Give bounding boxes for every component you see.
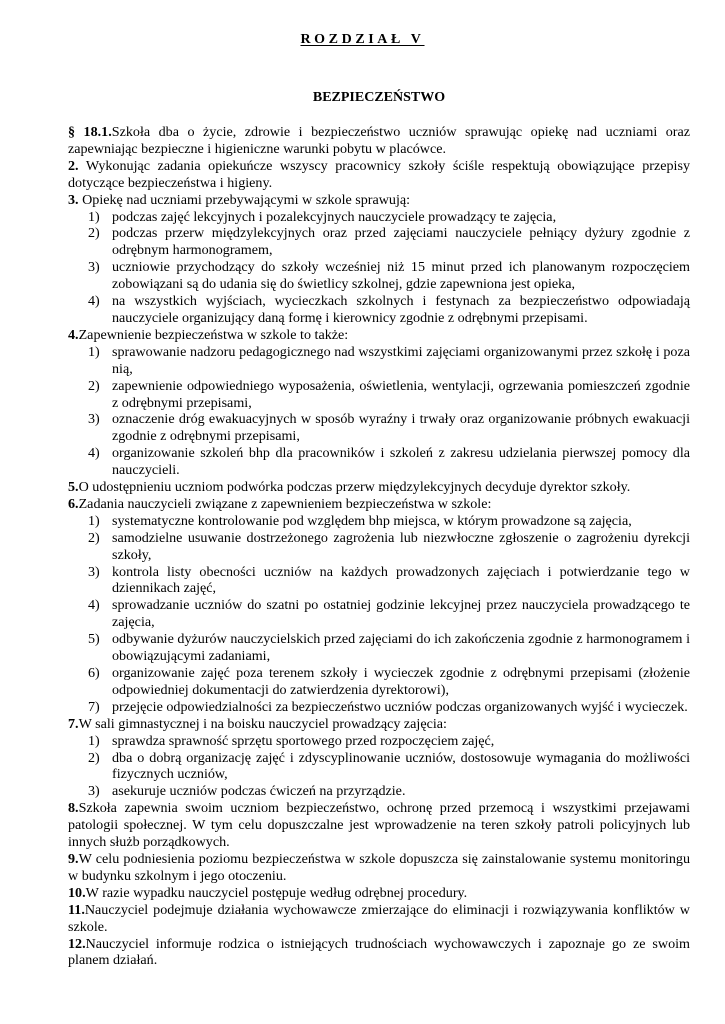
list-item-marker: 3) [88,563,100,580]
section-title: BEZPIECZEŃSTWO [312,90,446,105]
list-item-marker: 5) [88,631,100,648]
list-item-marker: 7) [88,698,100,715]
list-item [68,530,690,564]
list-item [68,631,690,665]
list-item-marker: 1) [88,512,100,529]
list-item-text: samodzielne usuwanie dostrzeżonego zagrożenia lub niezwłoczne zgłoszenie o zagrożeniu dyrekcji szkoły, [112,529,690,563]
paragraph-number: 2. [68,157,79,174]
list-item [68,564,690,598]
paragraph-text: Opiekę nad uczniami przebywającymi w szkole sprawują: [78,191,411,208]
paragraph [68,851,690,885]
list-item [68,225,690,259]
list-item-text: asekuruje uczniów podczas ćwiczeń na przyrządzie. [112,783,406,800]
numbered-list [68,344,690,479]
list-item [68,665,690,699]
list-item-text: kontrola listy obecności uczniów na każdych prowadzonych zajęciach i potwierdzanie tego w dziennikach zajęć, [112,563,690,597]
list-item [68,344,690,378]
paragraph-number: 5. [68,479,79,496]
list-item [68,445,690,479]
paragraph-number: 12. [68,935,86,952]
list-item-marker: 3) [88,783,100,800]
paragraph [68,327,690,344]
paragraph-text: W sali gimnastycznej i na boisku nauczyciel prowadzący zajęcia: [78,715,447,732]
paragraph-text: Szkoła zapewnia swoim uczniom bezpieczeństwo, ochronę przed przemocą i wszystkimi przejawami patologii społecznej. W tym celu dopuszczalne jest wprowadzenie na teren szkoły patroli policyjnych lub innych służb porządkowych. [68,800,690,851]
paragraph-text: Zapewnienie bezpieczeństwa w szkole to także: [78,326,349,343]
list-item [68,783,690,800]
paragraph [68,800,690,851]
list-item-marker: 1) [88,732,100,749]
numbered-list [68,209,690,327]
list-item-text: organizowanie zajęć poza terenem szkoły i wycieczek zgodnie z odrębnymi przepisami (złożenie odpowiedniej dokumentacji do zatwierdzenia dyrektorowi), [112,665,690,698]
list-item [68,750,690,784]
list-item-marker: 6) [88,665,100,681]
document-body [68,124,690,969]
list-item [68,699,690,716]
paragraph [68,479,690,496]
paragraph-number: 3. [68,191,79,208]
list-item-text: dba o dobrą organizację zajęć i zdyscyplinowanie uczniów, dostosowuje wymagania do możliwości fizycznych uczniów, [112,749,690,783]
list-item [68,597,690,631]
paragraph [68,158,690,192]
list-item-text: uczniowie przychodzący do szkoły wcześniej niż 15 minut przed ich planowanym rozpoczęciem zobowiązani są do udania się do świetlicy szkolnej, gdzie zapewniona jest opieka, [112,259,690,293]
list-item-marker: 2) [88,377,100,394]
list-item [68,411,690,445]
paragraph [68,192,690,209]
paragraph-number: 9. [68,850,79,867]
paragraph-number: 4. [68,326,79,343]
list-item-text: organizowanie szkoleń bhp dla pracowników i szkoleń z zakresu udzielania pierwszej pomocy dla nauczycieli. [112,445,690,479]
list-item-marker: 3) [88,259,100,276]
list-item [68,293,690,327]
list-item-text: podczas zajęć lekcyjnych i pozalekcyjnych nauczyciele prowadzący te zajęcia, [112,208,557,225]
list-item-marker: 2) [88,225,100,242]
list-item-text: systematyczne kontrolowanie pod względem bhp miejsca, w którym prowadzone są zajęcia, [112,512,632,529]
list-item [68,513,690,530]
list-item-text: oznaczenie dróg ewakuacyjnych w sposób wyraźny i trwały oraz organizowanie próbnych ewakuacji zgodnie z odrębnymi przepisami, [112,411,690,445]
paragraph-text: Wykonując zadania opiekuńcze wszyscy pracownicy szkoły ściśle respektują obowiązujące przepisy dotyczące bezpieczeństwa i higieny. [68,157,690,191]
list-item [68,259,690,293]
numbered-list [68,733,690,801]
list-item-text: zapewnienie odpowiedniego wyposażenia, oświetlenia, wentylacji, ogrzewania pomieszczeń zgodnie z odrębnymi przepisami, [112,377,690,411]
paragraph-text: Nauczyciel informuje rodzica o istniejących trudnościach wychowawczych i zapoznaje go ze swoim planem działań. [68,935,690,969]
paragraph-text: Nauczyciel podejmuje działania wychowawcze zmierzające do eliminacji i rozwiązywania konfliktów w szkole. [68,901,690,935]
list-item-text: przejęcie odpowiedzialności za bezpieczeństwo uczniów podczas organizowanych wyjść i wycieczek. [112,698,688,715]
list-item-text: sprawowanie nadzoru pedagogicznego nad wszystkimi zajęciami organizowanymi przez szkołę i poza nią, [112,343,690,377]
paragraph [68,936,690,970]
list-item-marker: 2) [88,529,100,546]
paragraph-text: Szkoła dba o życie, zdrowie i bezpieczeństwo uczniów sprawując opiekę nad uczniami oraz zapewniając bezpieczne i higieniczne warunki pobytu w placówce. [68,124,690,157]
paragraph [68,496,690,513]
list-item-marker: 3) [88,411,100,428]
paragraph-text: O udostępnieniu uczniom podwórka podczas przerw międzylekcyjnych decyduje dyrektor szkoły. [78,479,631,496]
paragraph-text: W razie wypadku nauczyciel postępuje według odrębnej procedury. [85,884,468,901]
numbered-list [68,513,690,716]
list-item-text: odbywanie dyżurów nauczycielskich przed zajęciami do ich zakończenia zgodnie z harmonogramem i obowiązującymi zadaniami, [112,631,690,665]
paragraph-number: § 18.1. [68,124,112,140]
paragraph-text: Zadania nauczycieli związane z zapewnieniem bezpieczeństwa w szkole: [78,495,492,512]
chapter-heading: ROZDZIAŁ V [300,32,425,47]
paragraph-text: W celu podniesienia poziomu bezpieczeństwa w szkole dopuszcza się zainstalowanie systemu monitoringu w budynku szkolnym i jego otoczeniu. [68,850,690,884]
list-item-marker: 4) [88,445,100,462]
paragraph-number: 6. [68,495,79,512]
list-item-text: sprawdza sprawność sprzętu sportowego przed rozpoczęciem zajęć, [112,732,495,749]
paragraph-number: 7. [68,715,79,732]
paragraph-number: 11. [68,901,85,918]
paragraph [68,124,690,158]
list-item [68,733,690,750]
list-item-marker: 1) [88,343,100,360]
list-item [68,378,690,412]
list-item-marker: 4) [88,293,100,310]
paragraph [68,885,690,902]
list-item [68,209,690,226]
paragraph [68,902,690,936]
list-item-text: podczas przerw międzylekcyjnych oraz przed zajęciami nauczyciele pełniący dyżury zgodnie z odrębnym harmonogramem, [112,225,690,259]
paragraph-number: 10. [68,884,86,901]
list-item-text: na wszystkich wyjściach, wycieczkach szkolnych i festynach za bezpieczeństwo odpowiadają nauczyciele organizujący daną formę i kierownicy zgodnie z odrębnymi przepisami. [112,293,690,326]
list-item-marker: 4) [88,597,100,614]
list-item-marker: 2) [88,749,100,766]
list-item-marker: 1) [88,208,100,225]
paragraph-number: 8. [68,800,79,817]
paragraph [68,716,690,733]
list-item-text: sprowadzanie uczniów do szatni po ostatniej godzinie lekcyjnej przez nauczyciela prowadzącego te zajęcia, [112,597,690,631]
